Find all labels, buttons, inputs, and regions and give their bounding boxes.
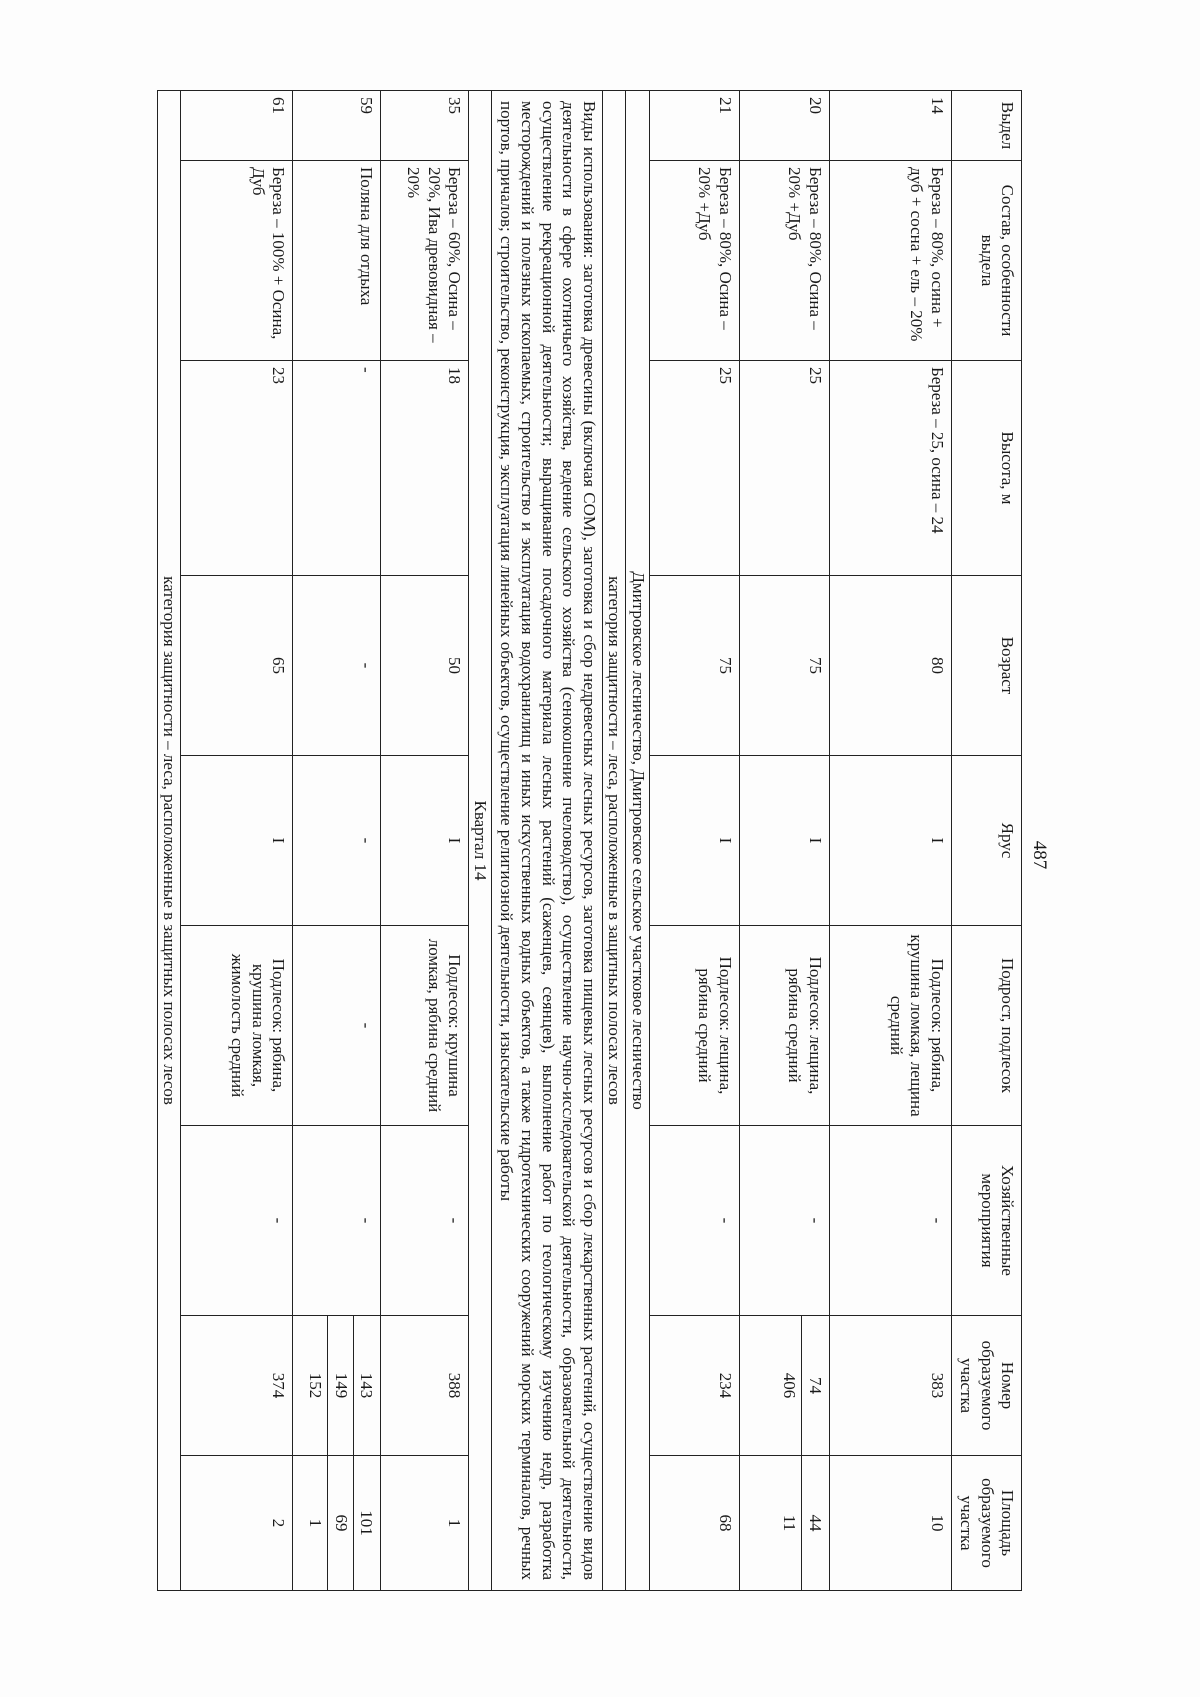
table-row: [829, 91, 951, 1591]
nomer-value: 74: [805, 1377, 825, 1394]
cell-yarus: I: [829, 756, 951, 926]
cell-yarus: I: [380, 756, 468, 926]
cell-sostav: Береза – 100% + Осина, Дуб: [180, 161, 292, 361]
cell-nomer: [180, 1316, 292, 1456]
header-sostav: Состав, особенности выдела: [951, 161, 1021, 361]
ploshad-value: 101: [356, 1510, 376, 1536]
cell-podrost: Подлесок: рябина, крушина ломкая, жимолость средний: [180, 926, 292, 1126]
nomer-value: 234: [715, 1372, 735, 1399]
cell-vozrast: 50: [380, 576, 468, 756]
section-row: [157, 91, 180, 1591]
forest-table: [157, 90, 1022, 1591]
cell-vozrast: -: [292, 576, 380, 756]
cell-vydel: 21: [649, 91, 739, 161]
cell-meropriyatiya: -: [292, 1126, 380, 1316]
cell-meropriyatiya: -: [829, 1126, 951, 1316]
table-row: [380, 91, 468, 1591]
cell-yarus: I: [649, 756, 739, 926]
cell-vysota: 25: [649, 361, 739, 576]
section-row: [468, 91, 491, 1591]
ploshad-value: 44: [805, 1514, 825, 1532]
header-podrost: Подрост, подлесок: [951, 926, 1021, 1126]
header-vozrast: Возраст: [951, 576, 1021, 756]
ploshad-value: 11: [777, 1456, 802, 1590]
ploshad-value: 1: [444, 1518, 464, 1528]
cell-podrost: Подлесок: рябина, крушина ломкая, лещина средний: [829, 926, 951, 1126]
cell-vysota: -: [292, 361, 380, 576]
header-row: [951, 91, 1021, 1591]
header-vydel: Выдел: [951, 91, 1021, 161]
nomer-value: 143: [356, 1372, 376, 1399]
section-row: [626, 91, 649, 1591]
cell-vozrast: 65: [180, 576, 292, 756]
cell-meropriyatiya: -: [180, 1126, 292, 1316]
cell-meropriyatiya: -: [649, 1126, 739, 1316]
uses-text: Виды использования: заготовка древесины (включая СОМ), заготовка и сбор недревесных лесных ресурсов, заготовка пищевых лесных ресурсов и сбор лекарственных растений, осуществление видов деятельности в сфере охотничьего хозяйства, ведение сельского хозяйства (сенокошение пчеловодство), осуществление научно-исследовательской деятельности, образовательной деятельности, осуществление рекреационной деятельности; выращивание посадочного материала лесных растений (саженцев, сеянцев), выполнение работ по геологическому изучению недр, разработка месторождений и полезных ископаемых, строительство и эксплуатация водохранилищ и иных искусственных водных объектов, а также гидротехнических сооружений морских терминалов, речных портов, причалов; строительство, реконструкция, эксплуатация линейных объектов, осуществление религиозной деятельности, изыскательские работы: [492, 91, 603, 1591]
cell-vozrast: 75: [649, 576, 739, 756]
category-line: категория защитности – леса, расположенные в защитных полосах лесов: [603, 91, 626, 1591]
cell-ploshad: [829, 1456, 951, 1591]
nomer-value: 152: [303, 1316, 328, 1455]
cell-vysota: 18: [380, 361, 468, 576]
cell-podrost: Подлесок: лещина, рябина средний: [739, 926, 829, 1126]
cell-vydel: 59: [292, 91, 380, 161]
cell-meropriyatiya: -: [380, 1126, 468, 1316]
cell-ploshad: [180, 1456, 292, 1591]
header-nomer: Номер образуемого участка: [951, 1316, 1021, 1456]
cell-vysota: Береза – 25, осина – 24: [829, 361, 951, 576]
cell-vydel: 35: [380, 91, 468, 161]
category-line: категория защитности – леса, расположенные в защитных полосах лесов: [157, 91, 180, 1591]
cell-sostav: Береза – 80%, Осина – 20% +Дуб: [649, 161, 739, 361]
cell-sostav: Береза – 60%, Осина – 20%, Ива древовидная – 20%: [380, 161, 468, 361]
cell-nomer: [739, 1316, 829, 1456]
page-number: 487: [1029, 840, 1050, 870]
nomer-value: 149: [328, 1316, 353, 1455]
cell-sostav: Поляна для отдыха: [292, 161, 380, 361]
cell-yarus: I: [739, 756, 829, 926]
cell-vozrast: 80: [829, 576, 951, 756]
cell-meropriyatiya: -: [739, 1126, 829, 1316]
cell-nomer: [829, 1316, 951, 1456]
nomer-value: 388: [444, 1372, 464, 1399]
cell-podrost: Подлесок: лещина, рябина средний: [649, 926, 739, 1126]
table-row: [180, 91, 292, 1591]
section-forestry: Дмитровское лесничество, Дмитровское сельское участковое лесничество: [626, 91, 649, 1591]
cell-podrost: -: [292, 926, 380, 1126]
cell-vozrast: 75: [739, 576, 829, 756]
cell-podrost: Подлесок: крушина ломкая, рябина средний: [380, 926, 468, 1126]
header-ploshad: Площадь образуемого участка: [951, 1456, 1021, 1591]
rotated-content: [90, 90, 1050, 1620]
kvartal-title: Квартал 14: [468, 91, 491, 1591]
cell-nomer: [292, 1316, 380, 1456]
cell-ploshad: [649, 1456, 739, 1591]
cell-ploshad: [292, 1456, 380, 1591]
header-vysota: Высота, м: [951, 361, 1021, 576]
cell-nomer: [649, 1316, 739, 1456]
header-yarus: Ярус: [951, 756, 1021, 926]
section-row: [603, 91, 626, 1591]
nomer-value: 374: [268, 1372, 288, 1399]
nomer-value: 406: [777, 1316, 802, 1455]
cell-vydel: 61: [180, 91, 292, 161]
table-row: [649, 91, 739, 1591]
uses-row: [492, 91, 603, 1591]
cell-vydel: 14: [829, 91, 951, 161]
ploshad-value: 2: [268, 1518, 288, 1528]
cell-vydel: 20: [739, 91, 829, 161]
cell-vysota: 25: [739, 361, 829, 576]
cell-ploshad: [739, 1456, 829, 1591]
table-row: [292, 91, 380, 1591]
cell-yarus: -: [292, 756, 380, 926]
table-row: [739, 91, 829, 1591]
cell-sostav: Береза – 80%, осина + дуб + сосна + ель – 20%: [829, 161, 951, 361]
cell-vysota: 23: [180, 361, 292, 576]
header-meropriyatiya: Хозяйственные мероприятия: [951, 1126, 1021, 1316]
ploshad-value: 68: [715, 1514, 735, 1532]
nomer-value: 383: [927, 1372, 947, 1399]
ploshad-value: 1: [303, 1456, 328, 1590]
ploshad-value: 10: [927, 1514, 947, 1532]
cell-sostav: Береза – 80%, Осина – 20% +Дуб: [739, 161, 829, 361]
cell-yarus: I: [180, 756, 292, 926]
cell-ploshad: [380, 1456, 468, 1591]
ploshad-value: 69: [328, 1456, 353, 1590]
cell-nomer: [380, 1316, 468, 1456]
